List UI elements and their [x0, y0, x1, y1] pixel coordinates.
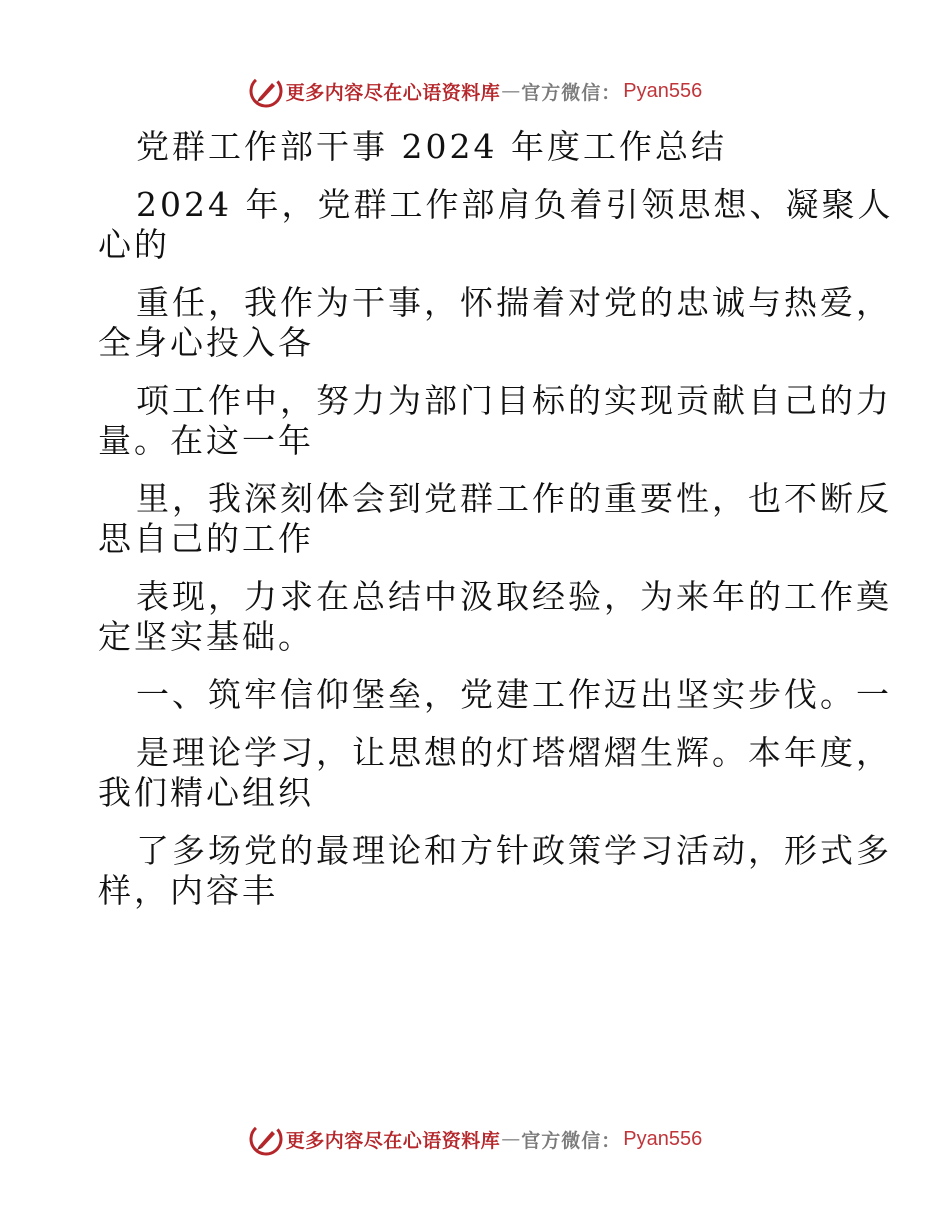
- text-line: 是理论学习，让思想的灯塔熠熠生辉。本年度，: [136, 733, 892, 772]
- watermark-banner-top: [0, 71, 950, 111]
- text-line: 定坚实基础。: [98, 617, 314, 656]
- banner-wechat-id: Pyan556: [623, 1127, 703, 1150]
- document-body: [98, 127, 894, 910]
- banner-dash: —: [501, 80, 521, 102]
- text-line: 了多场党的最理论和方针政策学习活动，形式多: [136, 831, 892, 870]
- text-line: 2024 年，党群工作部肩负着引领思想、凝聚人: [136, 185, 894, 224]
- text-line: 项工作中，努力为部门目标的实现贡献自己的力: [136, 381, 892, 420]
- document-title: 党群工作部干事 2024 年度工作总结: [136, 127, 727, 166]
- text-line: 重任，我作为干事，怀揣着对党的忠诚与热爱，: [136, 283, 892, 322]
- text-line: 表现，力求在总结中汲取经验，为来年的工作奠: [136, 577, 892, 616]
- text-line: 思自己的工作: [98, 519, 314, 558]
- text-line: 量。在这一年: [98, 421, 314, 460]
- text-line: 全身心投入各: [98, 323, 314, 362]
- watermark-banner-bottom: [0, 1119, 950, 1159]
- banner-wechat-label: 官方微信：: [521, 81, 622, 104]
- pen-logo-icon: [248, 73, 284, 109]
- banner-main-text: 更多内容尽在心语资料库: [285, 1129, 501, 1152]
- banner-wechat-label: 官方微信：: [521, 1129, 622, 1152]
- banner-dash: —: [501, 1128, 521, 1150]
- text-line: 心的: [98, 225, 170, 264]
- text-line: 我们精心组织: [98, 773, 314, 812]
- pen-logo-icon: [248, 1121, 284, 1157]
- section-heading: 一、筑牢信仰堡垒，党建工作迈出坚实步伐。一: [136, 675, 892, 714]
- text-line: 样，内容丰: [98, 871, 278, 910]
- banner-main-text: 更多内容尽在心语资料库: [285, 81, 501, 104]
- banner-wechat-id: Pyan556: [623, 79, 703, 102]
- text-line: 里，我深刻体会到党群工作的重要性，也不断反: [136, 479, 892, 518]
